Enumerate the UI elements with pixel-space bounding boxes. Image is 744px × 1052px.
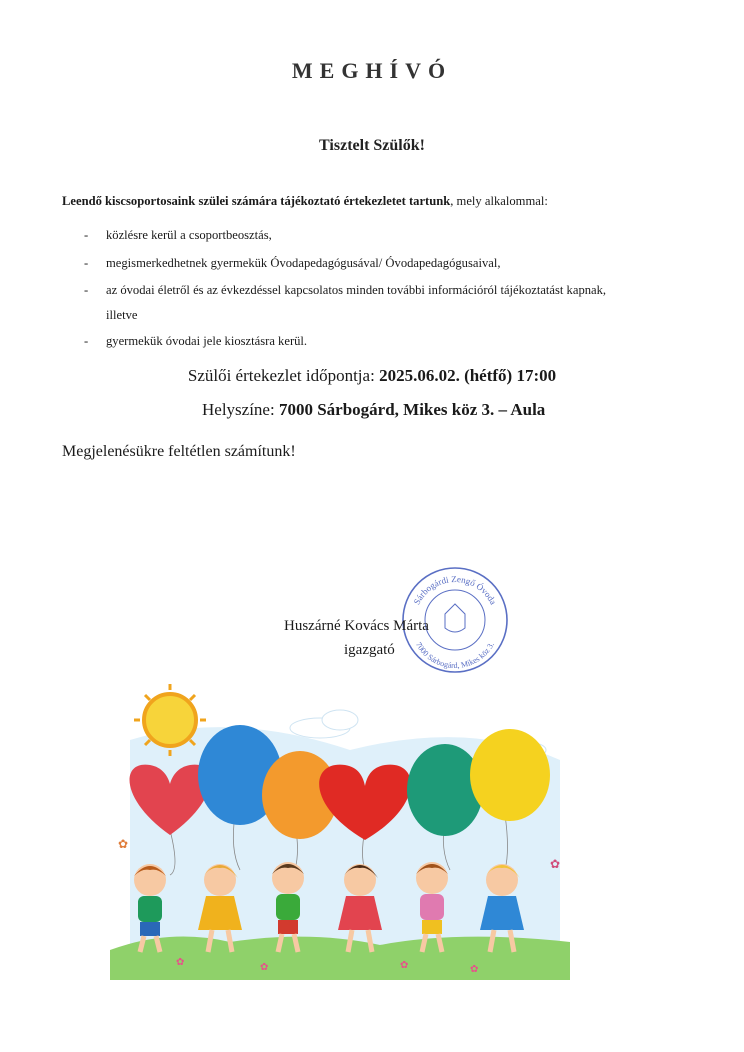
- butterfly-icon: ✿: [118, 837, 129, 851]
- bullet-marker: -: [84, 256, 89, 270]
- svg-text:✿: ✿: [260, 962, 269, 973]
- bullet-marker: -: [84, 228, 89, 242]
- page-title: MEGHÍVÓ: [291, 58, 453, 83]
- svg-text:✿: ✿: [470, 964, 479, 975]
- place-value: 7000 Sárbogárd, Mikes köz 3. – Aula: [278, 400, 546, 419]
- list-item: az óvodai életről és az évkezdéssel kapcsolatos minden további információról tájékoztatást kapnak,: [106, 283, 607, 297]
- closing-text: Megjelenésükre feltétlen számítunk!: [62, 443, 296, 460]
- greeting: Tisztelt Szülők!: [319, 137, 425, 154]
- list-item: közlésre kerül a csoportbeosztás,: [106, 228, 272, 242]
- meeting-value: 2025.06.02. (hétfő) 17:00: [379, 366, 557, 385]
- signer-name: Huszárné Kovács Márta: [284, 618, 429, 634]
- meeting-place: [202, 400, 545, 420]
- balloon: [407, 744, 483, 836]
- intro-paragraph: [62, 194, 548, 209]
- stamp-top-text: Sárbogárdi Zengő Óvoda: [411, 573, 499, 607]
- list-item: megismerkedhetnek gyermekük Óvodapedagógusával/ Óvodapedagógusaival,: [106, 256, 501, 270]
- balloon: [470, 729, 550, 821]
- stamp-inner-ring: [425, 590, 485, 650]
- meeting-time: [0, 366, 744, 386]
- signer-title: igazgató: [344, 642, 395, 658]
- place-label: Helyszíne:: [202, 400, 279, 419]
- bullet-marker: -: [84, 283, 89, 297]
- meeting-label: Szülői értekezlet időpontja:: [187, 366, 380, 385]
- butterfly-icon: ✿: [550, 857, 561, 871]
- children-balloons-illustration: [110, 680, 570, 980]
- intro-bold: Leendő kiscsoportosaink szülei számára tájékoztató értekezletet tartunk: [62, 194, 451, 208]
- cloud-icon: [290, 710, 358, 738]
- list-item: gyermekük óvodai jele kiosztásra kerül.: [106, 334, 308, 348]
- intro-rest: , mely alkalommal:: [450, 194, 548, 208]
- svg-text:✿: ✿: [176, 957, 185, 968]
- crest-icon: [445, 604, 465, 632]
- svg-text:✿: ✿: [400, 960, 409, 971]
- list-item-continuation: illetve: [106, 308, 138, 322]
- stamp-bottom-text: 7000 Sárbogárd, Mikes köz 3.: [414, 640, 496, 671]
- bullet-marker: -: [84, 334, 89, 348]
